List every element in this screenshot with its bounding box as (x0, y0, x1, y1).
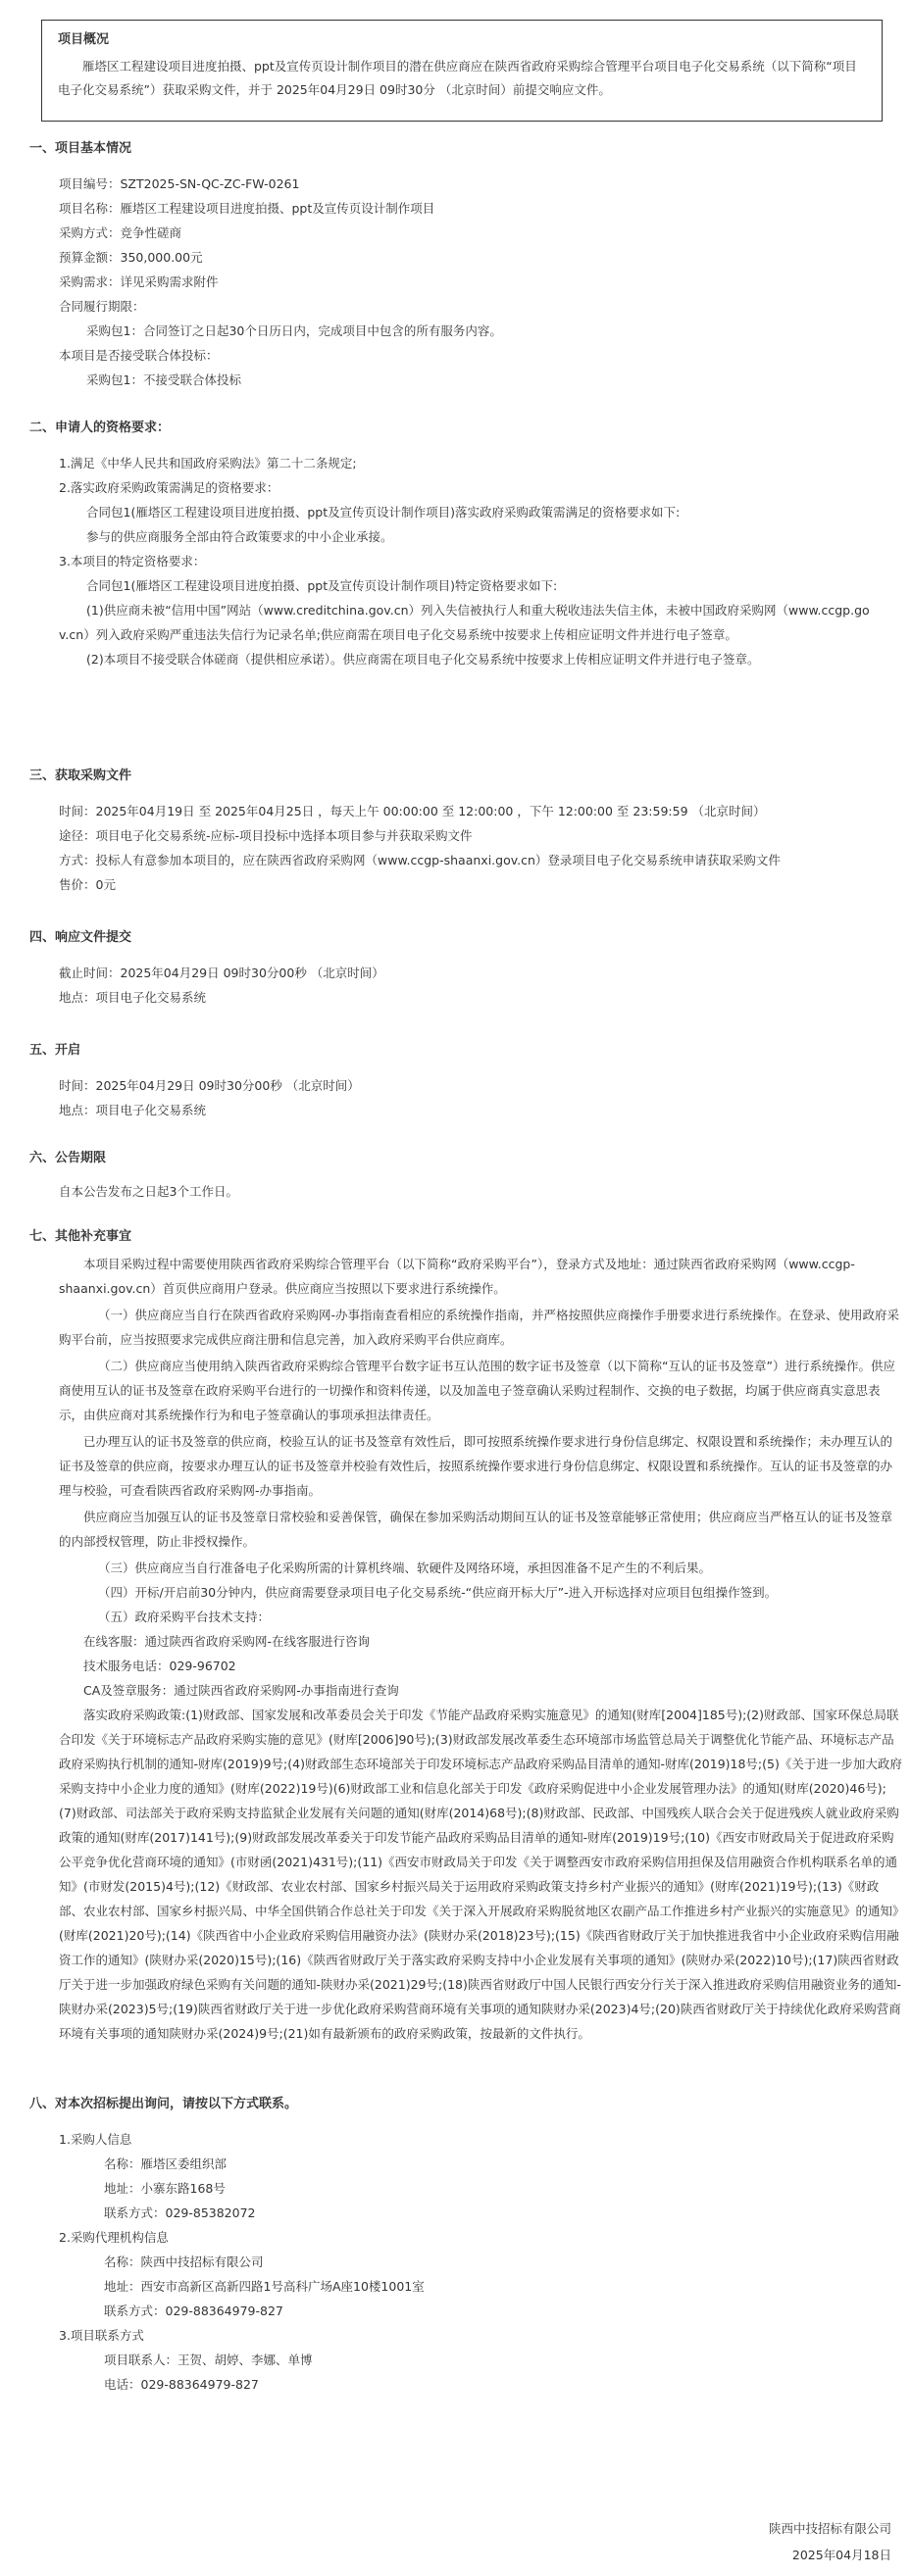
signature-date: 2025年04月18日 (791, 2548, 891, 2562)
project-name: 项目名称：雁塔区工程建设项目进度拍摄、ppt及宣传页设计制作项目 (59, 201, 435, 216)
section-title: 三、获取采购文件 (29, 768, 132, 783)
policy-paragraph: 落实政府采购政策:(1)财政部、国家发展和改革委员会关于印发《节能产品政府采购实施意见》的通知(财库[2004]185号);(2)财政部、国家环保总局联合印发《关于环境标志产品政府采购实施的意见》(财库[2006]90号);(3)财政部发展改革委生态环境部市场监管总局关于调整优化节能产品、环境标志产品政府采购执行机制的通知-财库(2019)9号;(4)财政部生态环境部关于印发环境标志产品政府采购品目清单的通知-财库(2019)18号;(5)《关于进一步加大政府采购支持中小企业力度的通知》(财库(2022)19号)(6)财政部工业和信息化部关于印发《政府采购促进中小企业发展管理办法》的通知(财库(2020)46号);(7)财政部、司法部关于政府采购支持监狱企业发展有关问题的通知(财库(2014)68号);(8)财政部、民政部、中国残疾人联合会关于促进残疾人就业政府采购政策的通知(财库(2017)141号);(9)财政部发展改革委关于印发节能产品政府采购品目清单的通知-财库(2019)19号;(10)《西安市财政局关于促进政府采购公平竞争优化营商环境的通知》(市财函(2021)431号);(11)《西安市财政局关于印发《关于调整西安市政府采购信用担保及信用融资合作机构联系名单的通知》(市财发(2015)4号);(12)《财政部、农业农村部、国家乡村振兴局关于运用政府采购政策支持乡村产业振兴的通知》(财库(2021)19号);(13)《财政部、农业农村部、国家乡村振兴局、中华全国供销合作总社关于印发《关于深入开展政府采购脱贫地区农副产品工作推进乡村产业振兴的实施意见》的通知》(财库(2021)20号);(14)《陕西省中小企业政府采购信用融资办法》(陕财办采(2018)23号);(15)《陕西省财政厅关于加快推进我省中小企业政府采购信用融资工作的通知》(陕财办采(2020)15号);(16)《陕西省财政厅关于落实政府采购支持中小企业发展有关事项的通知》(陕财办采(2022)10号);(17)陕西省财政厅关于进一步加强政府绿色采购有关问题的通知-陕财办采(2021)29号;(18)陕西省财政厅中国人民银行西安分行关于深入推进政府采购信用融资业务的通知-陕财办采(2023)5号;(19)陕西省财政厅关于进一步优化政府采购营商环境有关事项的通知陕财办采(2023)4号;(20)陕西省财政厅关于持续优化政府采购营商环境有关事项的通知陕财办采(2024)9号;(21)如有最新颁布的政府采购政策，按最新的文件执行。 (59, 1708, 902, 2041)
section-title: 七、其他补充事宜 (29, 1229, 132, 1244)
overview-title: 项目概况 (58, 32, 110, 47)
other-paragraph: 供应商应当加强互认的证书及签章日常校验和妥善保管，确保在参加采购活动期间互认的证书及签章能够正常使用；供应商应当严格互认的证书及签章的内部授权管理，防止非授权操作。 (59, 1510, 893, 1549)
other-paragraph: 本项目采购过程中需要使用陕西省政府采购综合管理平台（以下简称“政府采购平台”），登录方式及地址：通过陕西省政府采购网（www.ccgp-shaanxi.gov.cn）首页供应商用户登录。供应商应当按照以下要求进行系统操作。 (59, 1257, 855, 1296)
contact-phone: 电话：029-88364979-827 (104, 2377, 259, 2392)
qualification-line: 参与的供应商服务全部由符合政策要求的中小企业承接。 (86, 529, 393, 544)
submission-location: 地点：项目电子化交易系统 (59, 990, 207, 1005)
other-paragraph: （一）供应商应当自行在陕西省政府采购网-办事指南查看相应的系统操作指南，并严格按照供应商操作手册要求进行系统操作。在登录、使用政府采购平台前，应当按照要求完成供应商注册和信息完善，加入政府采购平台供应商库。 (59, 1308, 900, 1347)
procurement-method: 采购方式：竞争性磋商 (59, 225, 182, 240)
other-paragraph: CA及签章服务：通过陕西省政府采购网-办事指南进行查询 (83, 1683, 399, 1698)
other-paragraph: （三）供应商应当自行准备电子化采购所需的计算机终端、软硬件及网络环境，承担因准备不足产生的不利后果。 (98, 1560, 712, 1575)
other-paragraph: （四）开标/开启前30分钟内，供应商需要登录项目电子化交易系统-“供应商开标大厅”-进入开标选择对应项目包组操作签到。 (98, 1585, 778, 1600)
opening-location: 地点：项目电子化交易系统 (59, 1103, 207, 1117)
budget-amount: 预算金额：350,000.00元 (59, 250, 203, 265)
qualification-line: 合同包1(雁塔区工程建设项目进度拍摄、ppt及宣传页设计制作项目)落实政府采购政策需满足的资格要求如下: (86, 505, 681, 520)
contract-period-value: 采购包1：合同签订之日起30个日历日内，完成项目中包含的所有服务内容。 (86, 323, 502, 338)
procurement-requirement: 采购需求：详见采购需求附件 (59, 274, 219, 289)
agency-name: 名称：陕西中技招标有限公司 (104, 2254, 264, 2269)
section-title: 二、申请人的资格要求： (29, 421, 171, 435)
notice-period-text: 自本公告发布之日起3个工作日。 (59, 1184, 238, 1199)
qualification-line: 合同包1(雁塔区工程建设项目进度拍摄、ppt及宣传页设计制作项目)特定资格要求如下: (86, 578, 558, 593)
section-title: 五、开启 (29, 1043, 81, 1058)
doc-method: 方式：投标人有意参加本项目的，应在陕西省政府采购网（www.ccgp-shaanxi.gov.cn）登录项目电子化交易系统申请获取采购文件 (59, 853, 781, 867)
contact-heading: 3.项目联系方式 (59, 2328, 144, 2343)
purchaser-heading: 1.采购人信息 (59, 2132, 132, 2147)
agency-heading: 2.采购代理机构信息 (59, 2230, 169, 2245)
agency-address: 地址：西安市高新区高新四路1号高科广场A座10楼1001室 (104, 2279, 425, 2294)
consortium-label: 本项目是否接受联合体投标： (59, 348, 219, 363)
doc-channel: 途径：项目电子化交易系统-应标-项目投标中选择本项目参与并获取采购文件 (59, 828, 473, 843)
other-paragraph: 已办理互认的证书及签章的供应商，校验互认的证书及签章有效性后，即可按照系统操作要求进行身份信息绑定、权限设置和系统操作；未办理互认的证书及签章的供应商，按要求办理互认的证书及签章并校验有效性后，按照系统操作要求进行身份信息绑定、权限设置和系统操作。互认的证书及签章的办理与校验，可查看陕西省政府采购网-办事指南。 (59, 1434, 893, 1498)
agency-phone: 联系方式：029-88364979-827 (104, 2304, 283, 2318)
section-title: 六、公告期限 (29, 1151, 107, 1165)
submission-deadline: 截止时间：2025年04月29日 09时30分00秒 （北京时间） (59, 966, 384, 980)
section-title: 四、响应文件提交 (29, 930, 132, 945)
purchaser-name: 名称：雁塔区委组织部 (104, 2156, 228, 2171)
qualification-line: 1.满足《中华人民共和国政府采购法》第二十二条规定; (59, 456, 357, 471)
opening-time: 时间：2025年04月29日 09时30分00秒 （北京时间） (59, 1078, 360, 1093)
signature-org: 陕西中技招标有限公司 (768, 2521, 891, 2536)
section-title: 一、项目基本情况 (29, 141, 132, 156)
project-overview-box (41, 20, 883, 122)
purchaser-phone: 联系方式：029-85382072 (104, 2205, 256, 2220)
contract-period-label: 合同履行期限： (59, 299, 145, 314)
other-paragraph: （五）政府采购平台技术支持： (98, 1610, 271, 1624)
doc-price: 售价：0元 (59, 877, 116, 892)
other-paragraph: 在线客服：通过陕西省政府采购网-在线客服进行咨询 (83, 1634, 371, 1649)
contact-persons: 项目联系人：王贺、胡婷、李娜、单博 (104, 2353, 313, 2367)
purchaser-address: 地址：小寨东路168号 (104, 2181, 226, 2196)
qualification-line: (1)供应商未被“信用中国”网站（www.creditchina.gov.cn）列入失信被执行人和重大税收违法失信主体，未被中国政府采购网（www.ccgp.go (86, 603, 870, 618)
overview-body: 雁塔区工程建设项目进度拍摄、ppt及宣传页设计制作项目的潜在供应商应在陕西省政府采购综合管理平台项目电子化交易系统（以下简称“项目电子化交易系统”）获取采购文件，并于 2025年04月29日 09时30分 （北京时间）前提交响应文件。 (58, 59, 857, 97)
other-paragraph: （二）供应商应当使用纳入陕西省政府采购综合管理平台数字证书互认范围的数字证书及签章（以下简称“互认的证书及签章”）进行系统操作。供应商使用互认的证书及签章在政府采购平台进行的一切操作和资料传递，以及加盖电子签章确认采购过程制作、交换的电子数据，均属于供应商真实意思表示，由供应商对其系统操作行为和电子签章确认的事项承担法律责任。 (59, 1359, 895, 1422)
consortium-value: 采购包1：不接受联合体投标 (86, 372, 241, 387)
doc-time: 时间：2025年04月19日 至 2025年04月25日 ，每天上午 00:00:00 至 12:00:00 ，下午 12:00:00 至 23:59:59 （北京时间） (59, 804, 766, 818)
qualification-line: 3.本项目的特定资格要求： (59, 554, 206, 569)
section-title: 八、对本次招标提出询问，请按以下方式联系。 (29, 2097, 298, 2111)
qualification-line: v.cn）列入政府采购严重违法失信行为记录名单;供应商需在项目电子化交易系统中按要求上传相应证明文件并进行电子签章。 (59, 627, 737, 642)
qualification-line: 2.落实政府采购政策需满足的资格要求： (59, 480, 279, 495)
qualification-line: (2)本项目不接受联合体磋商（提供相应承诺）。供应商需在项目电子化交易系统中按要求上传相应证明文件并进行电子签章。 (86, 652, 760, 667)
other-paragraph: 技术服务电话：029-96702 (83, 1659, 236, 1673)
project-number: 项目编号：SZT2025-SN-QC-ZC-FW-0261 (59, 176, 300, 191)
